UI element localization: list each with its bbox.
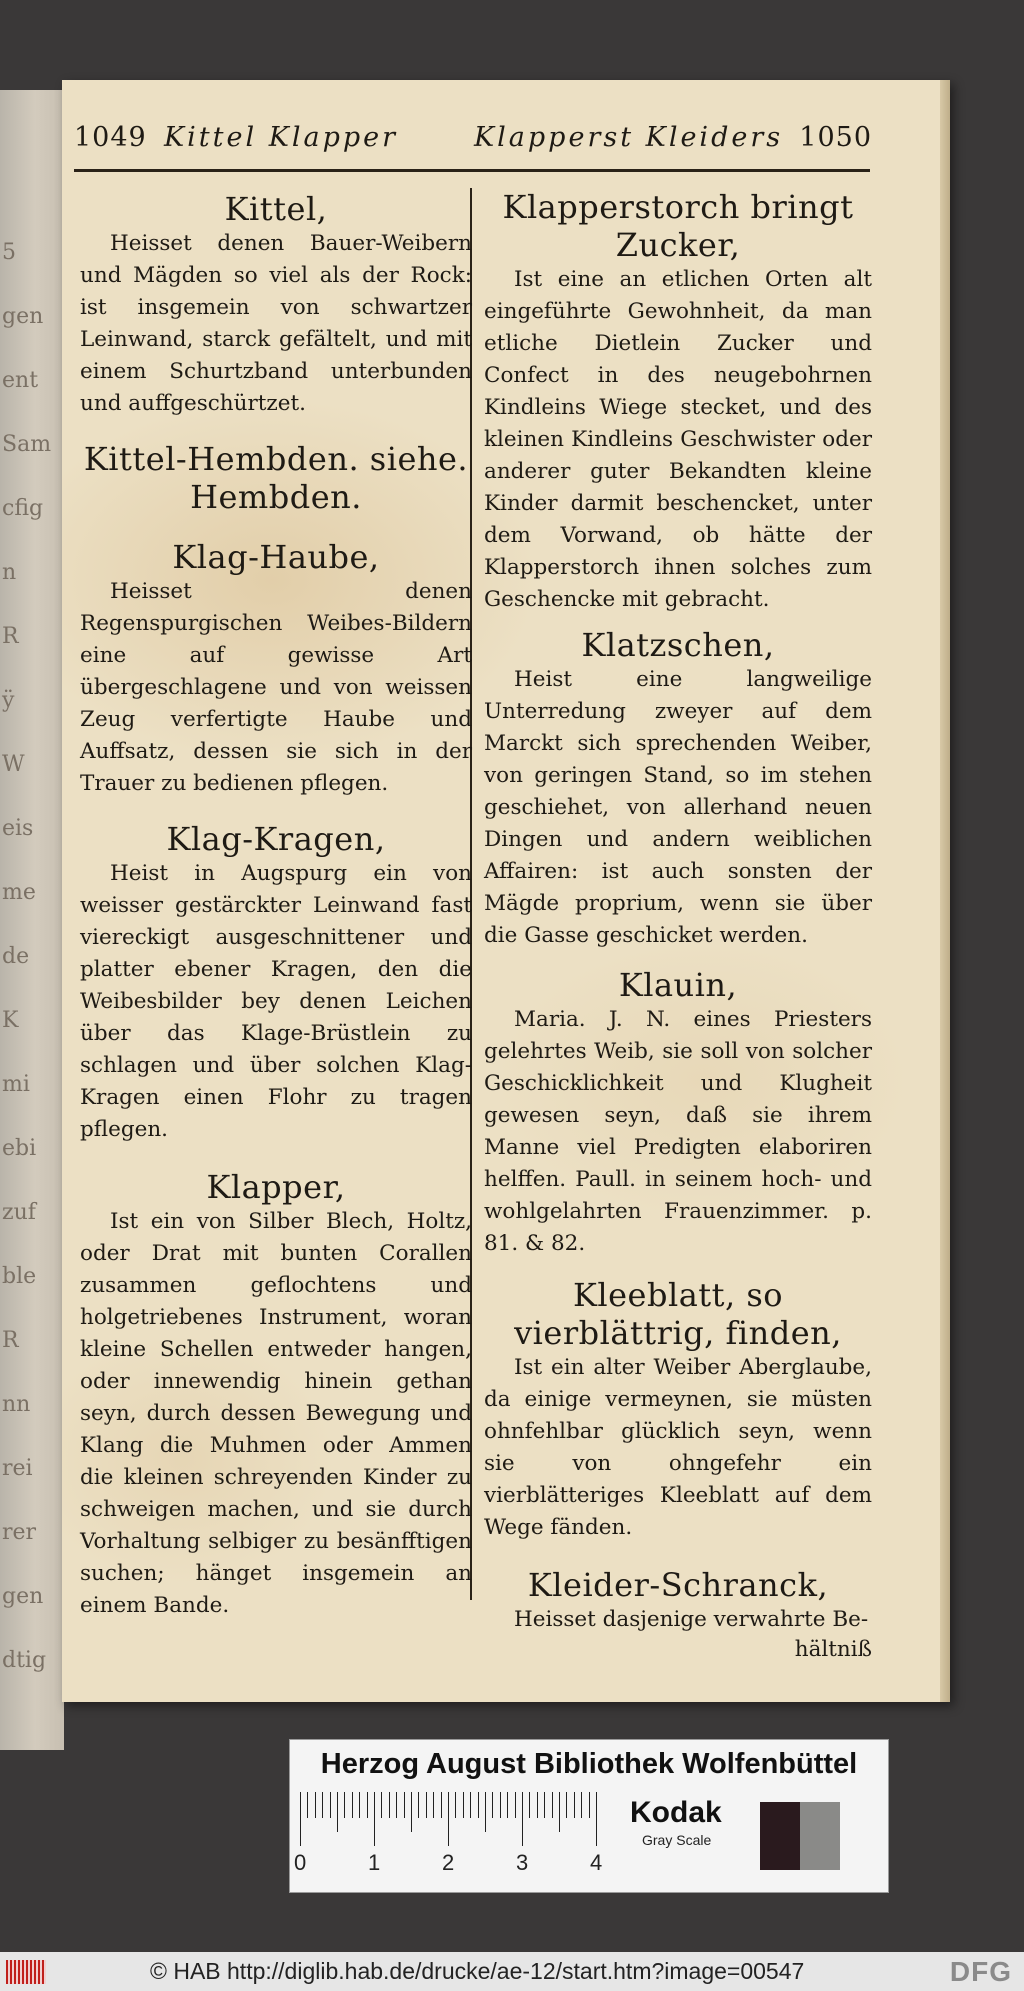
gray-scale-label: Gray Scale xyxy=(642,1832,712,1848)
entry-headword: Klag-Kragen, xyxy=(166,820,386,858)
ruler-tick xyxy=(441,1792,442,1818)
hab-logo-icon xyxy=(6,1960,46,1984)
ruler-tick xyxy=(559,1792,560,1832)
ruler-tick xyxy=(492,1792,493,1818)
patch-light xyxy=(840,1802,880,1870)
colour-target xyxy=(290,1740,888,1892)
dictionary-entry xyxy=(80,538,472,800)
ruler-tick xyxy=(330,1792,331,1818)
ruler-tick xyxy=(463,1792,464,1818)
ruler-tick xyxy=(322,1792,323,1818)
dfg-logo: DFG xyxy=(949,1956,1012,1987)
kodak-logo: Kodak xyxy=(630,1796,722,1829)
margin-fragment: 5 xyxy=(2,240,16,265)
ruler-number: 0 xyxy=(294,1850,307,1875)
ruler-tick xyxy=(307,1792,308,1818)
page-number-right: 1050 xyxy=(799,122,872,153)
ruler-tick xyxy=(448,1792,449,1846)
entry-text: Ist ein von Silber Blech, Holtz, oder Drat mit bunten Corallen zusammen geflochtens und holgetriebenes Instrument, woran kleine Schellen entweder hangen, oder innewendig hinein gethan seyn, durch dessen Bewegung und Klang die Muhmen oder Ammen die kleinen schreyenden Kinder zu schweigen machen, und sie durch Vorhaltung selbiger zu besänfftigen suchen; hänget insgemein an einem Bande. xyxy=(80,1209,472,1618)
margin-fragment: ÿ xyxy=(2,688,15,713)
right-column xyxy=(484,186,872,1666)
ruler-tick xyxy=(581,1792,582,1818)
ruler-tick xyxy=(574,1792,575,1818)
margin-fragment: ent xyxy=(2,368,39,393)
ruler-tick xyxy=(478,1792,479,1818)
dictionary-entry xyxy=(80,820,472,1146)
ruler-tick xyxy=(529,1792,530,1818)
footer-bar xyxy=(0,1952,1024,1991)
ruler-tick xyxy=(515,1792,516,1818)
catchword: hältniß xyxy=(794,1637,872,1662)
margin-fragment: ebi xyxy=(2,1136,37,1161)
ruler-tick xyxy=(544,1792,545,1818)
page-number-left: 1049 xyxy=(74,122,147,153)
dictionary-entry xyxy=(80,440,472,516)
entry-headword: Klag-Haube, xyxy=(172,538,380,576)
ruler-tick xyxy=(566,1792,567,1818)
left-column xyxy=(80,186,472,1622)
margin-fragment: rei xyxy=(2,1456,33,1481)
ruler-tick xyxy=(396,1792,397,1818)
margin-fragment: cfig xyxy=(2,496,44,521)
entry-headword: Klatzschen, xyxy=(581,626,775,664)
ruler-number: 3 xyxy=(516,1850,529,1875)
ruler-tick xyxy=(596,1792,597,1846)
margin-fragment: ble xyxy=(2,1264,37,1289)
entry-headword: Kleider-Schranck, xyxy=(527,1566,829,1604)
entry-text: Ist eine an etlichen Orten alt eingeführte Gewohnheit, da man etliche Dietlein Zucker und Confect in des neugebohrnen Kindleins Wiege stecket, und des kleinen Kindleins Geschwister oder anderer guter Bekandten kleine Kinder darmit beschencket, unter dem Vorwand, ob hätte der Klapperstorch ihnen solches zum Geschencke mit gebracht. xyxy=(484,267,872,612)
entry-headword: Klapperstorch bringt Zucker, xyxy=(502,188,854,264)
entry-headword: Kleeblatt, so vierblättrig, finden, xyxy=(514,1276,842,1352)
scale-ruler xyxy=(294,1792,603,1875)
header-words-right: Klapperst Kleiders xyxy=(474,122,784,153)
margin-fragment: mi xyxy=(2,1072,30,1097)
ruler-tick xyxy=(352,1792,353,1818)
patch-mid xyxy=(800,1802,840,1870)
margin-fragment: K xyxy=(2,1008,19,1033)
ruler-tick xyxy=(315,1792,316,1818)
ruler-tick xyxy=(359,1792,360,1818)
margin-fragment: nn xyxy=(2,1392,31,1417)
ruler-tick xyxy=(485,1792,486,1832)
entry-text: Heisset denen Bauer-Weibern und Mägden so viel als der Rock: ist insgemein von schwartzer Leinwand, starck gefältelt, und mit einem Schurtzband unterbunden und auffgeschürtzet. xyxy=(80,231,472,416)
ruler-tick xyxy=(367,1792,368,1818)
footer-url[interactable]: © HAB http://diglib.hab.de/drucke/ae-12/start.htm?image=00547 xyxy=(150,1958,805,1984)
dictionary-entry xyxy=(484,188,872,616)
dictionary-entry xyxy=(484,1566,872,1636)
entry-headword: Klapper, xyxy=(206,1168,346,1206)
entry-text: Heist in Augspurg ein von weisser gestärckter Leinwand fast viereckigt ausgeschnittener und platter ebener Kragen, den die Weibesbilder bey denen Leichen über das Klage-Brüstlein zu schlagen und über solchen Klag-Kragen einen Flohr zu tragen pflegen. xyxy=(80,861,472,1142)
ruler-tick xyxy=(418,1792,419,1818)
dictionary-entry xyxy=(80,190,472,420)
ruler-tick xyxy=(381,1792,382,1818)
header-words-left: Kittel Klapper xyxy=(164,122,399,153)
dictionary-entry xyxy=(484,1276,872,1544)
ruler-tick xyxy=(470,1792,471,1818)
margin-fragment: zuf xyxy=(2,1200,36,1225)
patch-dark xyxy=(760,1802,800,1870)
ruler-tick xyxy=(404,1792,405,1818)
ruler-tick xyxy=(411,1792,412,1832)
margin-fragment: R xyxy=(2,1328,19,1353)
entry-text: Heisset dasjenige verwahrte Be- xyxy=(514,1607,869,1632)
entry-headword: Kittel, xyxy=(224,190,328,228)
ruler-number: 2 xyxy=(442,1850,455,1875)
entry-text: Maria. J. N. eines Priesters gelehrtes Weib, sie soll von solcher Geschicklichkeit und Klugheit gewesen seyn, daß sie ihrem Manne viel Predigten elaboriren helffen. Paull. in seinem hoch- und wohlgelahrten Frauenzimmer. p. 81. & 82. xyxy=(484,1007,872,1256)
margin-fragment: gen xyxy=(2,1584,44,1609)
margin-fragment: R xyxy=(2,624,19,649)
ruler-tick xyxy=(433,1792,434,1818)
margin-fragment: Sam xyxy=(2,432,52,457)
entry-headword: Kittel-Hembden. siehe. Hembden. xyxy=(83,440,469,516)
ruler-tick xyxy=(500,1792,501,1818)
ruler-tick xyxy=(507,1792,508,1818)
ruler-tick xyxy=(300,1792,301,1846)
ruler-tick xyxy=(374,1792,375,1846)
dictionary-entry xyxy=(80,1168,472,1622)
ruler-tick xyxy=(337,1792,338,1832)
ruler-tick xyxy=(389,1792,390,1818)
entry-text: Ist ein alter Weiber Aberglaube, da einige vermeynen, sie müsten ohnfehlbar glücklich seyn, wenn sie von ohngefehr ein vierblätteriges Kleeblatt auf dem Wege fänden. xyxy=(484,1355,872,1540)
ruler-tick xyxy=(537,1792,538,1818)
margin-fragment: de xyxy=(2,944,30,969)
ruler-tick xyxy=(522,1792,523,1846)
book-page xyxy=(62,80,950,1702)
margin-fragment: rer xyxy=(2,1520,37,1545)
ruler-tick xyxy=(426,1792,427,1818)
dictionary-entry xyxy=(484,966,872,1260)
library-name: Herzog August Bibliothek Wolfenbüttel xyxy=(320,1748,858,1780)
ruler-tick xyxy=(344,1792,345,1818)
running-header xyxy=(74,122,872,162)
dictionary-entry xyxy=(484,626,872,952)
ruler-tick xyxy=(552,1792,553,1818)
entry-headword: Klauin, xyxy=(618,966,738,1004)
adjacent-page-strip xyxy=(0,90,64,1750)
margin-fragment: dtig xyxy=(2,1648,47,1673)
ruler-tick xyxy=(455,1792,456,1818)
ruler-tick xyxy=(589,1792,590,1818)
margin-fragment: n xyxy=(2,560,17,585)
margin-fragment: me xyxy=(2,880,36,905)
ruler-number: 4 xyxy=(590,1850,603,1875)
margin-fragment: eis xyxy=(2,816,34,841)
entry-text: Heist eine langweilige Unterredung zweyer auf dem Marckt sich sprechenden Weiber, von geringen Stand, so im stehen geschiehet, von allerhand neuen Dingen und andern weiblichen Affairen: ist auch sonsten der Mägde proprium, wenn sie über die Gasse geschicket werden. xyxy=(484,667,872,948)
entry-text: Heisset denen Regenspurgischen Weibes-Bildern eine auf gewisse Art übergeschlagene und von weissen Zeug verfertigte Haube und Auffsatz, dessen sie sich in der Trauer zu bedienen pflegen. xyxy=(80,579,472,796)
margin-fragment: W xyxy=(2,752,25,777)
header-rule xyxy=(74,169,870,172)
page-edge xyxy=(940,80,950,1702)
margin-fragment: gen xyxy=(2,304,44,329)
ruler-number: 1 xyxy=(368,1850,381,1875)
